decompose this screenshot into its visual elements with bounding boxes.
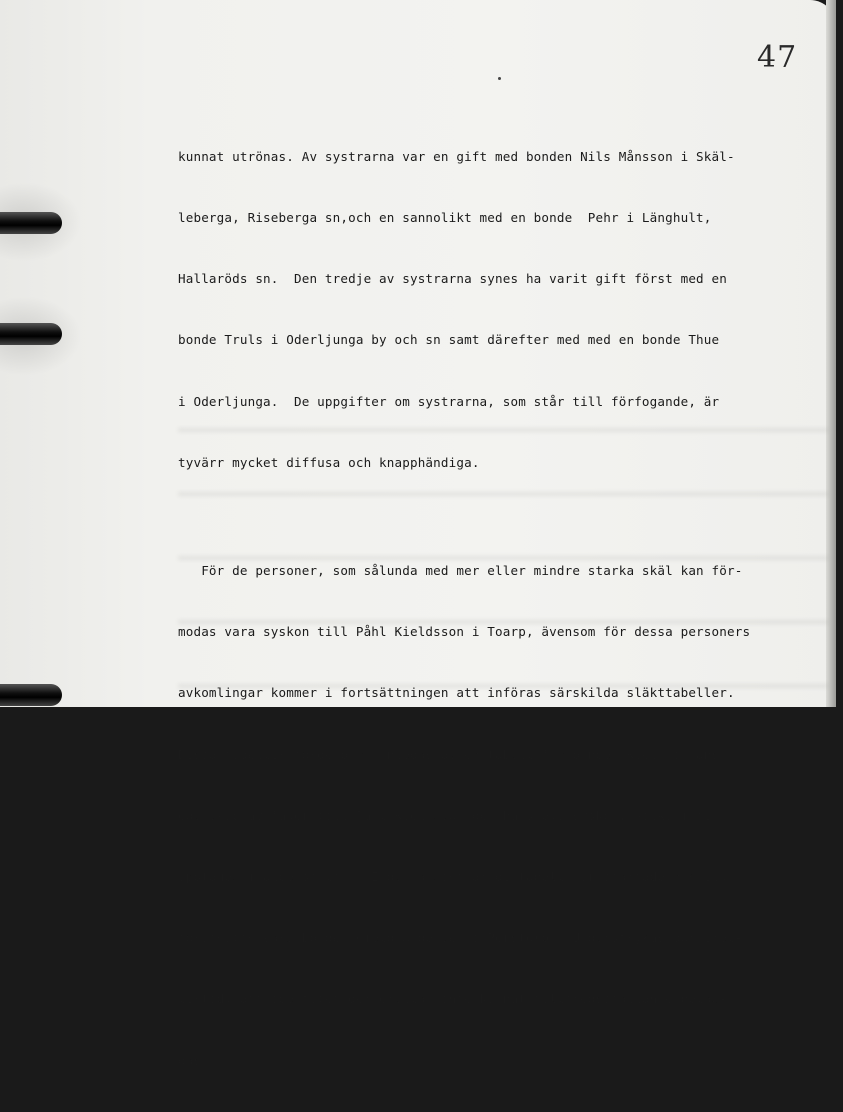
text-line: förutsatts vara bonden Kield Andersen i Perstorp. Understrykas bör emel- (178, 930, 743, 946)
text-line: modas vara syskon till Påhl Kieldsson i Toarp, ävensom för dessa personers (178, 624, 751, 640)
binder-ring-icon (0, 212, 62, 234)
text-line: bonde Truls i Oderljunga by och sn samt därefter med med en bonde Thue (178, 332, 720, 348)
text-line: Hallaröds sn. Den tredje av systrarna synes ha varit gift först med en (178, 271, 727, 287)
text-line: upptages i åldersföljd. I denna sistnämnde tabell har stamfadern Kield (178, 869, 727, 885)
text-line: tyvärr mycket diffusa och knapphändiga. (178, 454, 480, 470)
text-line: leberga, Riseberga sn,och en sannolikt med en bonde Pehr i Länghult, (178, 210, 712, 226)
ink-speck (498, 77, 501, 80)
binder-ring-icon (0, 323, 62, 345)
text-line: För de personer, som sålunda med mer eller mindre starka skäl kan för- (178, 562, 743, 578)
text-line: i Oderljunga. De uppgifter om systrarna, som står till förfogande, är (178, 393, 720, 409)
body-text (178, 106, 838, 1112)
text-line: kunnat utrönas. Av systrarna var en gift med bonden Nils Månsson i Skäl- (178, 148, 735, 164)
text-line: egenskap av fader till Påhl Kieldsson och hans ev. syskon, vilka inte (178, 807, 712, 823)
text-line: gas. (178, 1052, 209, 1068)
text-line: lertid, att identitet dem emellan inte kunnat tillfredsställande beläg- (178, 991, 727, 1007)
page-number: 47 (757, 40, 798, 75)
text-line: avkomlingar kommer i fortsättningen att införas särskilda släkttabeller. (178, 685, 735, 701)
binder-ring-icon (0, 684, 62, 706)
text-line: Dessa tabeller torde bör inledas av en tabell för bonden Kield i hans (178, 746, 720, 762)
